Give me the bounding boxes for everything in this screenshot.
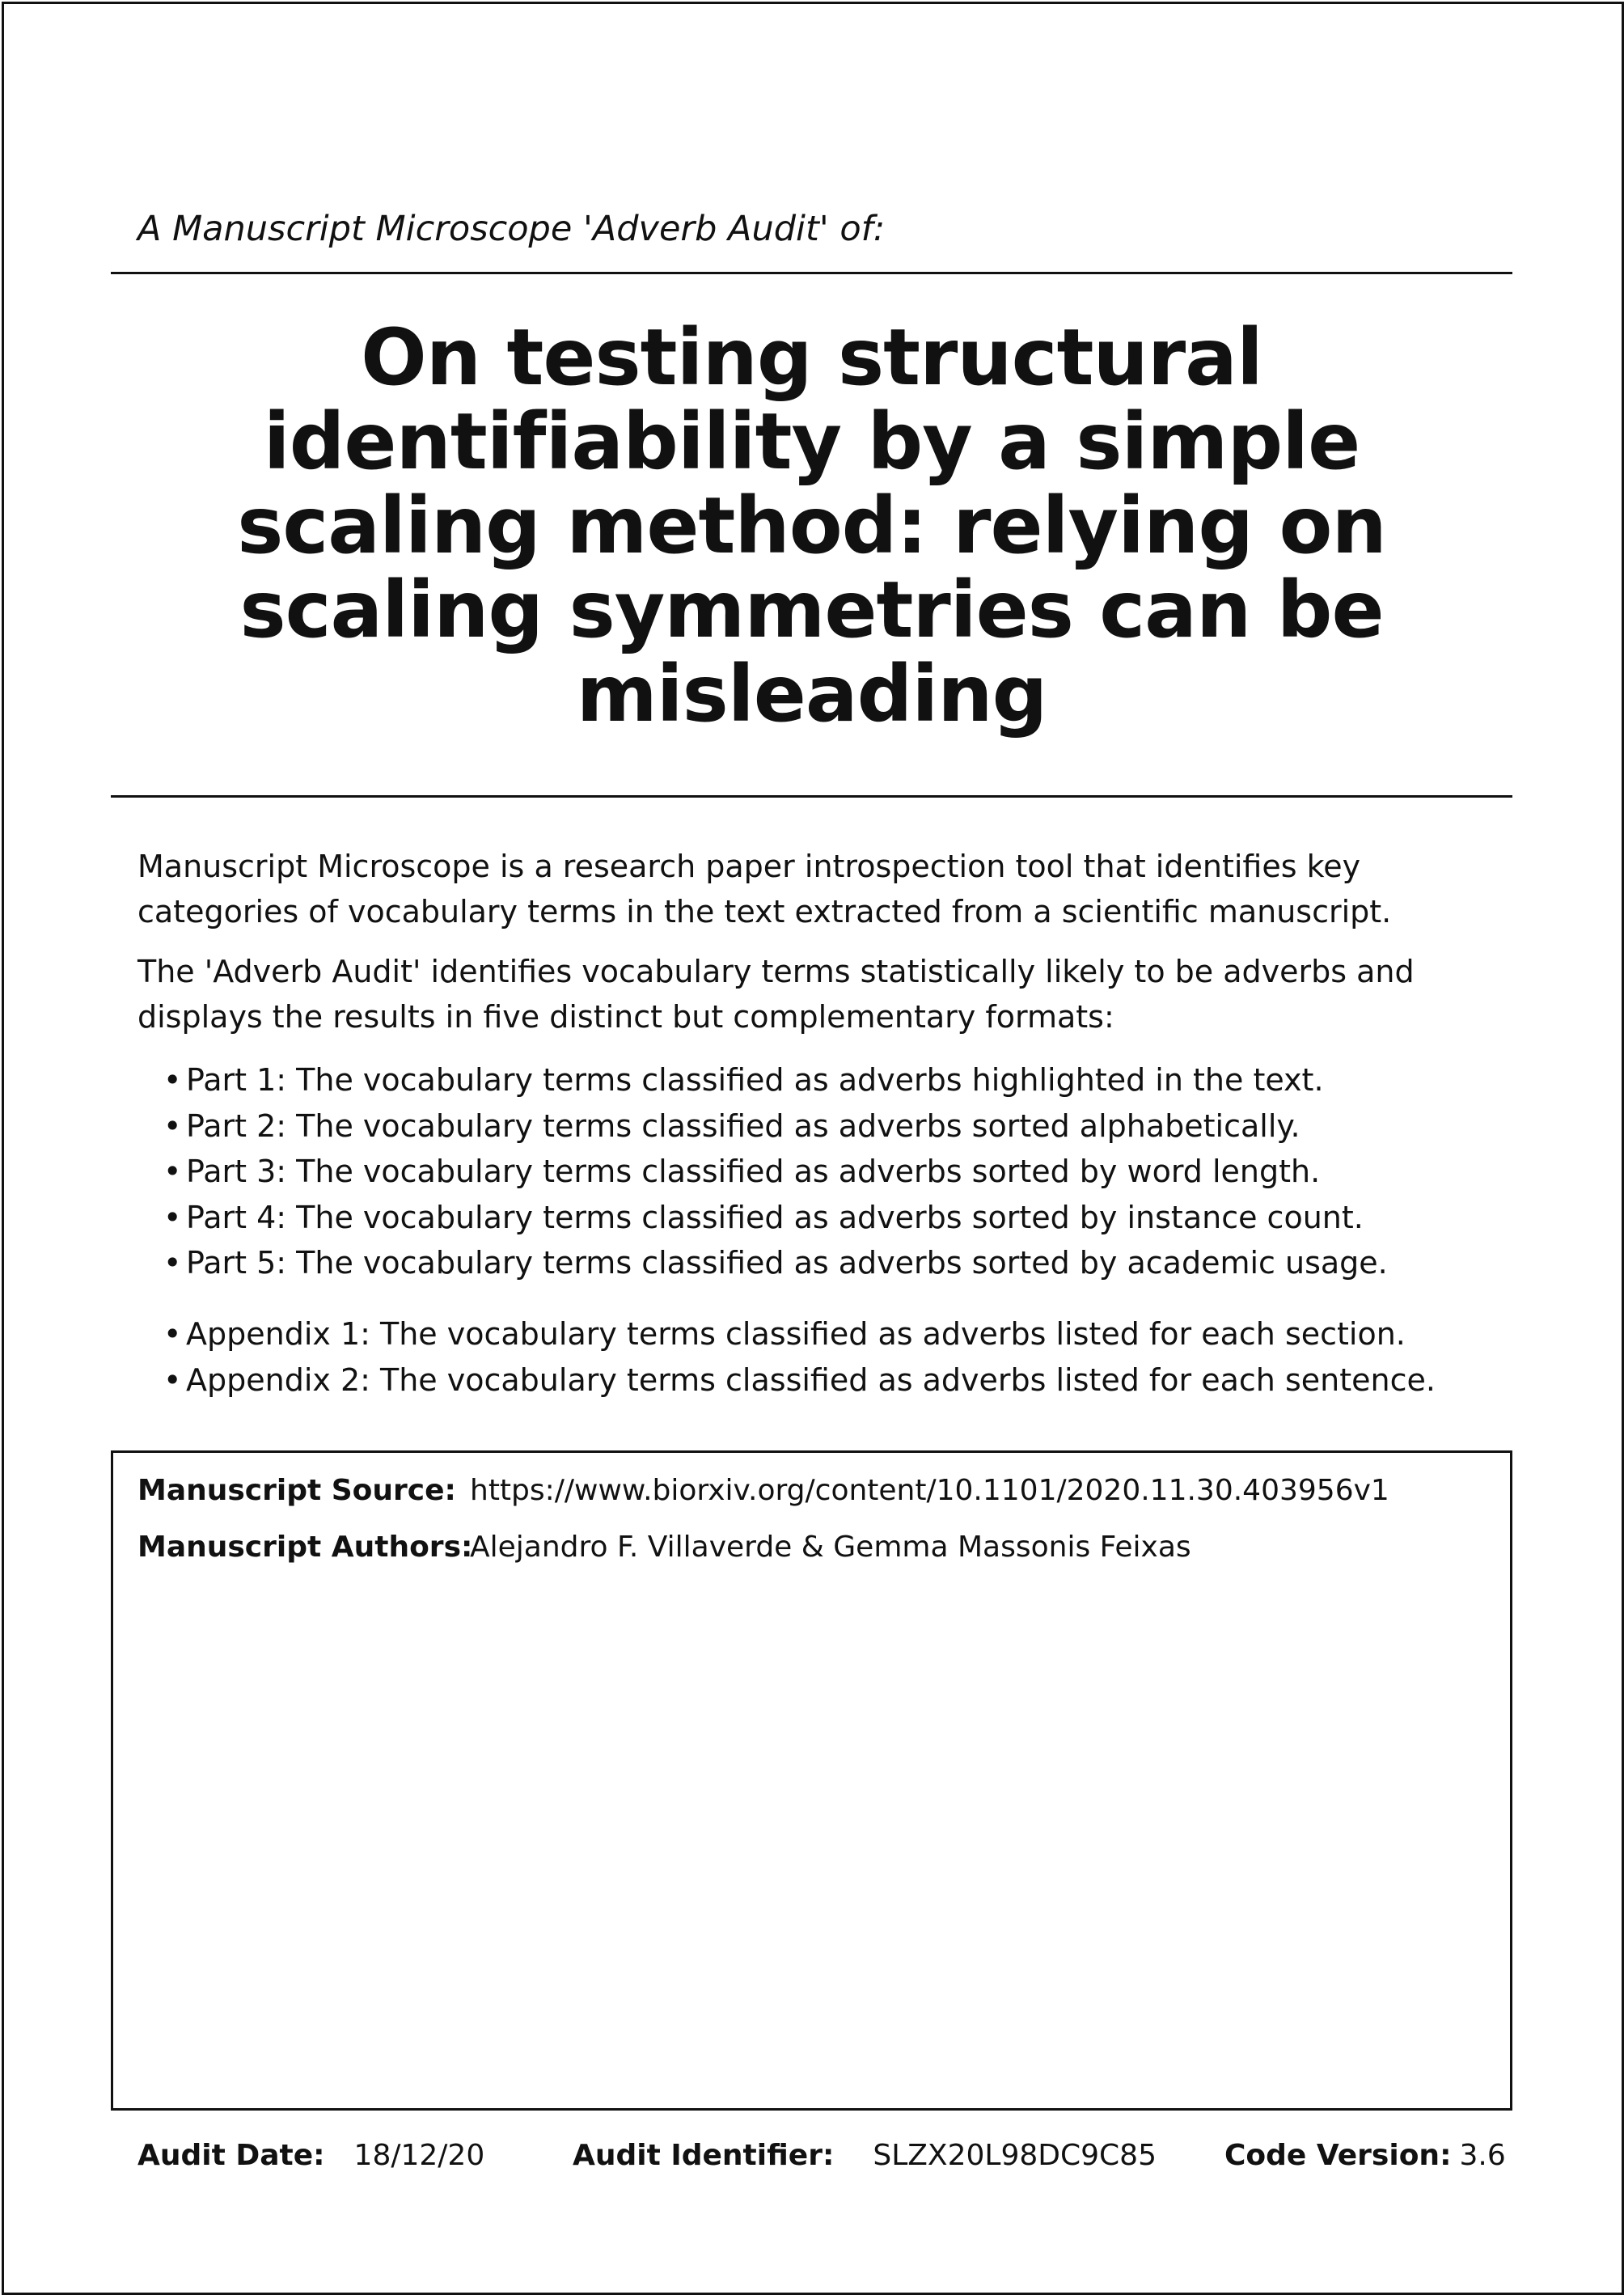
manuscript-source-label: Manuscript Source: — [137, 1474, 456, 1507]
bullet-icon: • — [163, 1199, 182, 1235]
bullet-icon: • — [163, 1245, 182, 1281]
list-item-text: Appendix 1: The vocabulary terms classified as adverbs listed for each section. — [186, 1316, 1406, 1352]
title-line: scaling symmetries can be — [239, 565, 1384, 655]
audit-subtitle: A Manuscript Microscope 'Adverb Audit' of: — [137, 209, 886, 249]
manuscript-source-link[interactable]: https://www.biorxiv.org/content/10.1101/2020.11.30.403956v1 — [470, 1474, 1389, 1507]
list-item-text: Part 4: The vocabulary terms classified as adverbs sorted by instance count. — [186, 1199, 1364, 1235]
code-version-value: 3.6 — [1459, 2139, 1506, 2172]
list-item — [163, 1057, 1388, 1103]
audit-description-paragraph: The 'Adverb Audit' identifies vocabulary terms statistically likely to be adverbs and displays the results in five distinct but complementary formats: — [137, 954, 1415, 1035]
parts-list — [163, 1057, 1388, 1286]
list-item — [163, 1103, 1388, 1150]
manuscript-source-row — [137, 1471, 1389, 1511]
code-version-label: Code Version: — [1224, 2139, 1452, 2172]
audit-identifier-value: SLZX20L98DC9C85 — [873, 2139, 1157, 2172]
list-item — [163, 1311, 1436, 1357]
audit-date-label: Audit Date: — [137, 2139, 325, 2172]
appendix-list — [163, 1311, 1436, 1403]
bullet-icon: • — [163, 1361, 182, 1398]
bullet-icon: • — [163, 1107, 182, 1144]
list-item — [163, 1195, 1388, 1241]
title-line: misleading — [576, 649, 1047, 739]
manuscript-authors-row — [137, 1527, 1191, 1568]
list-item-text: Part 5: The vocabulary terms classified as adverbs sorted by academic usage. — [186, 1245, 1388, 1281]
list-item-text: Part 3: The vocabulary terms classified as adverbs sorted by word length. — [186, 1154, 1321, 1189]
list-item — [163, 1357, 1436, 1404]
audit-identifier-label: Audit Identifier: — [573, 2139, 835, 2172]
manuscript-authors-value: Alejandro F. Villaverde & Gemma Massonis Feixas — [470, 1531, 1191, 1564]
title-divider — [111, 795, 1512, 798]
list-item-text: Appendix 2: The vocabulary terms classified as adverbs listed for each sentence. — [186, 1361, 1436, 1398]
manuscript-authors-label: Manuscript Authors: — [137, 1531, 473, 1564]
audit-date-value: 18/12/20 — [353, 2139, 485, 2172]
list-item-text: Part 1: The vocabulary terms classified as adverbs highlighted in the text. — [186, 1062, 1324, 1098]
title-line: identifiability by a simple — [263, 396, 1360, 487]
intro-paragraph: Manuscript Microscope is a research paper introspection tool that identifies key categories of vocabulary terms in the text extracted from a scientific manuscript. — [137, 849, 1392, 929]
title-line: On testing structural — [361, 312, 1262, 403]
bullet-icon: • — [163, 1154, 182, 1189]
list-item-text: Part 2: The vocabulary terms classified as adverbs sorted alphabetically. — [186, 1107, 1300, 1144]
list-item — [163, 1149, 1388, 1195]
list-item — [163, 1240, 1388, 1286]
code-version — [1224, 2136, 1506, 2176]
top-divider — [111, 272, 1512, 274]
audit-identifier — [573, 2136, 1157, 2176]
title-line: scaling method: relying on — [237, 481, 1386, 571]
bullet-icon: • — [163, 1062, 182, 1098]
manuscript-title — [111, 312, 1512, 739]
audit-date — [137, 2136, 484, 2176]
bullet-icon: • — [163, 1316, 182, 1352]
